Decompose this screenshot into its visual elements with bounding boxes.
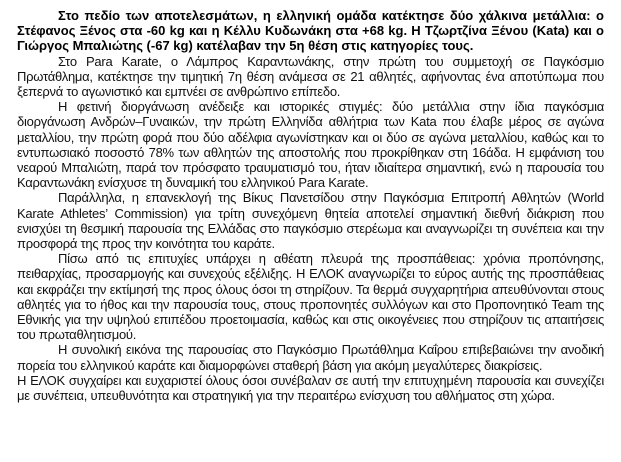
athletes-commission-paragraph: Παράλληλα, η επανεκλογή της Βίκυς Πανετσίδου στην Παγκόσμια Επιτροπή Αθλητών (World Karate Athletes’ Commission) για τρίτη συνεχόμενη θητεία αποτελεί σημαντική διεθνή διάκριση που ενισχύει τη θεσμική παρουσία της Ελλάδας στο παγκόσμιο στερέωμα και αναγνωρίζει τη συνέπεια και την προσφορά της προς την κοινότητα του καράτε. — [17, 190, 604, 252]
historic-moments-paragraph: Η φετινή διοργάνωση ανέδειξε και ιστορικές στιγμές: δύο μετάλλια στην ίδια παγκόσμια διοργάνωση Ανδρών–Γυναικών, την πρώτη Ελληνίδα αθλήτρια των Kata που έλαβε μέρος σε αγώνα μεταλλίου, την πρώτη φορά που δύο αδέλφια αγωνίστηκαν και οι δύο σε αγώνα μεταλλίου, καθώς και το εντυπωσιακό ποσοστό 78% των αθλητών της αποστολής που προκρίθηκαν στη 16άδα. Η εμφάνιση του νεαρού Μπαλιώτη, παρά τον πρόσφατο τραυματισμό του, ήταν ιδιαίτερα σημαντική, ενώ η παρουσία του Καραντωνάκη ενίσχυσε τη δυναμική του ελληνικού Para Karate. — [17, 99, 604, 191]
para-karate-paragraph: Στο Para Karate, ο Λάμπρος Καραντωνάκης, στην πρώτη του συμμετοχή σε Παγκόσμιο Πρωτάθλημα, κατέκτησε την τιμητική 7η θέση ανάμεσα σε 21 αθλητές, αφήνοντας ένα αποτύπωμα που ξεπερνά το αγωνιστικό και εμπνέει σε ανθρώπινο επίπεδο. — [17, 53, 604, 100]
overall-picture-paragraph: Η συνολική εικόνα της παρουσίας στο Παγκόσμιο Πρωτάθλημα Καΐρου επιβεβαιώνει την ανοδική πορεία του ελληνικού καράτε και διαμορφώνει σταθερή βάση για ακόμη μεγαλύτερες διακρίσεις. — [17, 342, 604, 373]
article-body — [17, 8, 604, 403]
results-paragraph: Στο πεδίο των αποτελεσμάτων, η ελληνική ομάδα κατέκτησε δύο χάλκινα μετάλλια: ο Στέφανος Ξένος στα -60 kg και η Κέλλυ Κυδωνάκη στα +68 kg. Η Τζωρτζίνα Ξένου (Kata) και ο Γιώργος Μπαλιώτης (-67 kg) κατέλαβαν την 5η θέση στις κατηγορίες τους. — [17, 8, 604, 54]
thanks-paragraph: Η ΕΛΟΚ συγχαίρει και ευχαριστεί όλους όσοι συνέβαλαν σε αυτή την επιτυχημένη παρουσία και συνεχίζει με συνέπεια, υπευθυνότητα και στρατηγική για την περαιτέρω ενίσχυση του αθλήματος στη χώρα. — [17, 372, 604, 404]
effort-paragraph: Πίσω από τις επιτυχίες υπάρχει η αθέατη πλευρά της προσπάθειας: χρόνια προπόνησης, πειθαρχίας, προσαρμογής και συνεχούς εξέλιξης. Η ΕΛΟΚ αναγνωρίζει το εύρος αυτής της προσπάθειας και εκφράζει την εκτίμησή της προς όλους όσοι τη στηρίζουν. Τα θερμά συγχαρητήρια απευθύνονται στους αθλητές για το ήθος και την παρουσία τους, στους προπονητές συλλόγων και στο Προπονητικό Team της Εθνικής για την υψηλού επιπέδου προετοιμασία, καθώς και στις οικογένειες που στηρίζουν τις απαιτήσεις του πρωταθλητισμού. — [17, 251, 604, 343]
